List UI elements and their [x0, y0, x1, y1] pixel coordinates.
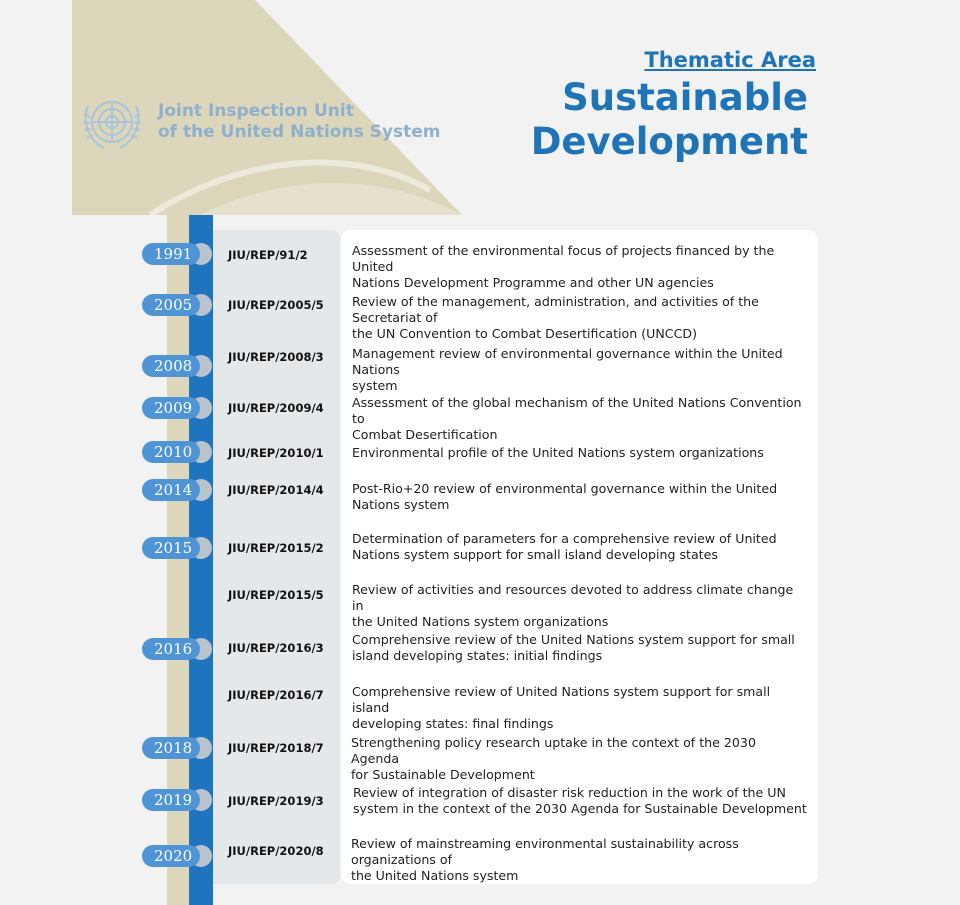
- year-label: 2014: [142, 479, 200, 501]
- desc-line: Review of integration of disaster risk reduction in the work of the UN: [353, 785, 786, 800]
- desc-line: Management review of environmental governance within the United Nations: [352, 346, 783, 377]
- year-label: 2010: [142, 441, 200, 463]
- report-code[interactable]: JIU/REP/2015/2: [228, 541, 324, 555]
- thematic-area-link[interactable]: Thematic Area: [644, 48, 816, 72]
- year-label: 2009: [142, 397, 200, 419]
- desc-line: Comprehensive review of United Nations system support for small island: [352, 684, 771, 715]
- report-code[interactable]: JIU/REP/2015/5: [228, 588, 324, 602]
- org-name-line1: Joint Inspection Unit: [158, 101, 354, 121]
- un-emblem-icon: [78, 92, 146, 154]
- report-description: [352, 582, 807, 630]
- title-line2: Development: [530, 120, 808, 163]
- desc-line: island developing states: initial findings: [352, 648, 603, 663]
- report-description: [352, 445, 807, 461]
- report-code[interactable]: JIU/REP/2018/7: [228, 741, 324, 755]
- year-badge: [142, 537, 214, 559]
- year-label: 2015: [142, 537, 200, 559]
- desc-line: Review of the management, administration, and activities of the Secretariat of: [352, 294, 759, 325]
- desc-line: Determination of parameters for a comprehensive review of United: [352, 531, 777, 546]
- desc-line: Strengthening policy research uptake in the context of the 2030 Agenda: [351, 735, 756, 766]
- report-description: [352, 632, 807, 664]
- desc-line: Nations system: [352, 497, 450, 512]
- year-label: 2019: [142, 789, 200, 811]
- year-badge: [142, 479, 214, 501]
- desc-line: Assessment of the environmental focus of projects financed by the United: [352, 243, 775, 274]
- year-badge: [142, 737, 214, 759]
- report-code[interactable]: JIU/REP/2005/5: [228, 298, 324, 312]
- year-label: 2016: [142, 638, 200, 660]
- desc-line: the United Nations system: [351, 868, 519, 883]
- desc-line: Combat Desertification: [352, 427, 498, 442]
- desc-line: Review of activities and resources devoted to address climate change in: [352, 582, 794, 613]
- report-description: [352, 294, 807, 342]
- report-code[interactable]: JIU/REP/2019/3: [228, 794, 324, 808]
- report-description: [352, 684, 807, 732]
- year-badge: [142, 355, 214, 377]
- year-badge: [142, 789, 214, 811]
- desc-line: system in the context of the 2030 Agenda for Sustainable Development: [353, 801, 807, 816]
- year-badge: [142, 441, 214, 463]
- year-badge: [142, 243, 214, 265]
- year-label: 2008: [142, 355, 200, 377]
- report-description: [353, 785, 808, 817]
- report-description: [351, 735, 806, 783]
- report-description: [352, 395, 807, 443]
- year-badge: [142, 397, 214, 419]
- desc-line: Environmental profile of the United Nations system organizations: [352, 445, 764, 460]
- report-description: [352, 531, 807, 563]
- report-code-panel: [213, 230, 340, 884]
- desc-line: Review of mainstreaming environmental sustainability across organizations of: [351, 836, 739, 867]
- report-code[interactable]: JIU/REP/2020/8: [228, 844, 324, 858]
- title-line1: Sustainable: [562, 76, 808, 119]
- year-badge: [142, 294, 214, 316]
- desc-line: the United Nations system organizations: [352, 614, 609, 629]
- report-description: [352, 346, 807, 394]
- report-description: [352, 481, 807, 513]
- year-badge: [142, 638, 214, 660]
- desc-line: developing states: final findings: [352, 716, 554, 731]
- page-title: [488, 76, 808, 164]
- year-label: 2005: [142, 294, 200, 316]
- report-description: [351, 836, 806, 884]
- report-code[interactable]: JIU/REP/2008/3: [228, 350, 324, 364]
- desc-line: for Sustainable Development: [351, 767, 535, 782]
- desc-line: system: [352, 378, 398, 393]
- report-code[interactable]: JIU/REP/2010/1: [228, 446, 324, 460]
- desc-line: Nations system support for small island developing states: [352, 547, 718, 562]
- year-label: 1991: [142, 243, 200, 265]
- year-badge: [142, 845, 214, 867]
- report-description: [352, 243, 807, 291]
- year-label: 2018: [142, 737, 200, 759]
- desc-line: the UN Convention to Combat Desertification (UNCCD): [352, 326, 697, 341]
- report-code[interactable]: JIU/REP/2014/4: [228, 483, 324, 497]
- desc-line: Nations Development Programme and other UN agencies: [352, 275, 714, 290]
- desc-line: Assessment of the global mechanism of the United Nations Convention to: [352, 395, 802, 426]
- report-code[interactable]: JIU/REP/91/2: [228, 248, 308, 262]
- desc-line: Post-Rio+20 review of environmental governance within the United: [352, 481, 778, 496]
- report-code[interactable]: JIU/REP/2016/3: [228, 641, 324, 655]
- org-name-line2: of the United Nations System: [158, 122, 441, 142]
- desc-line: Comprehensive review of the United Nations system support for small: [352, 632, 795, 647]
- report-code[interactable]: JIU/REP/2009/4: [228, 401, 324, 415]
- organization-name: [158, 101, 440, 143]
- report-code[interactable]: JIU/REP/2016/7: [228, 688, 324, 702]
- year-label: 2020: [142, 845, 200, 867]
